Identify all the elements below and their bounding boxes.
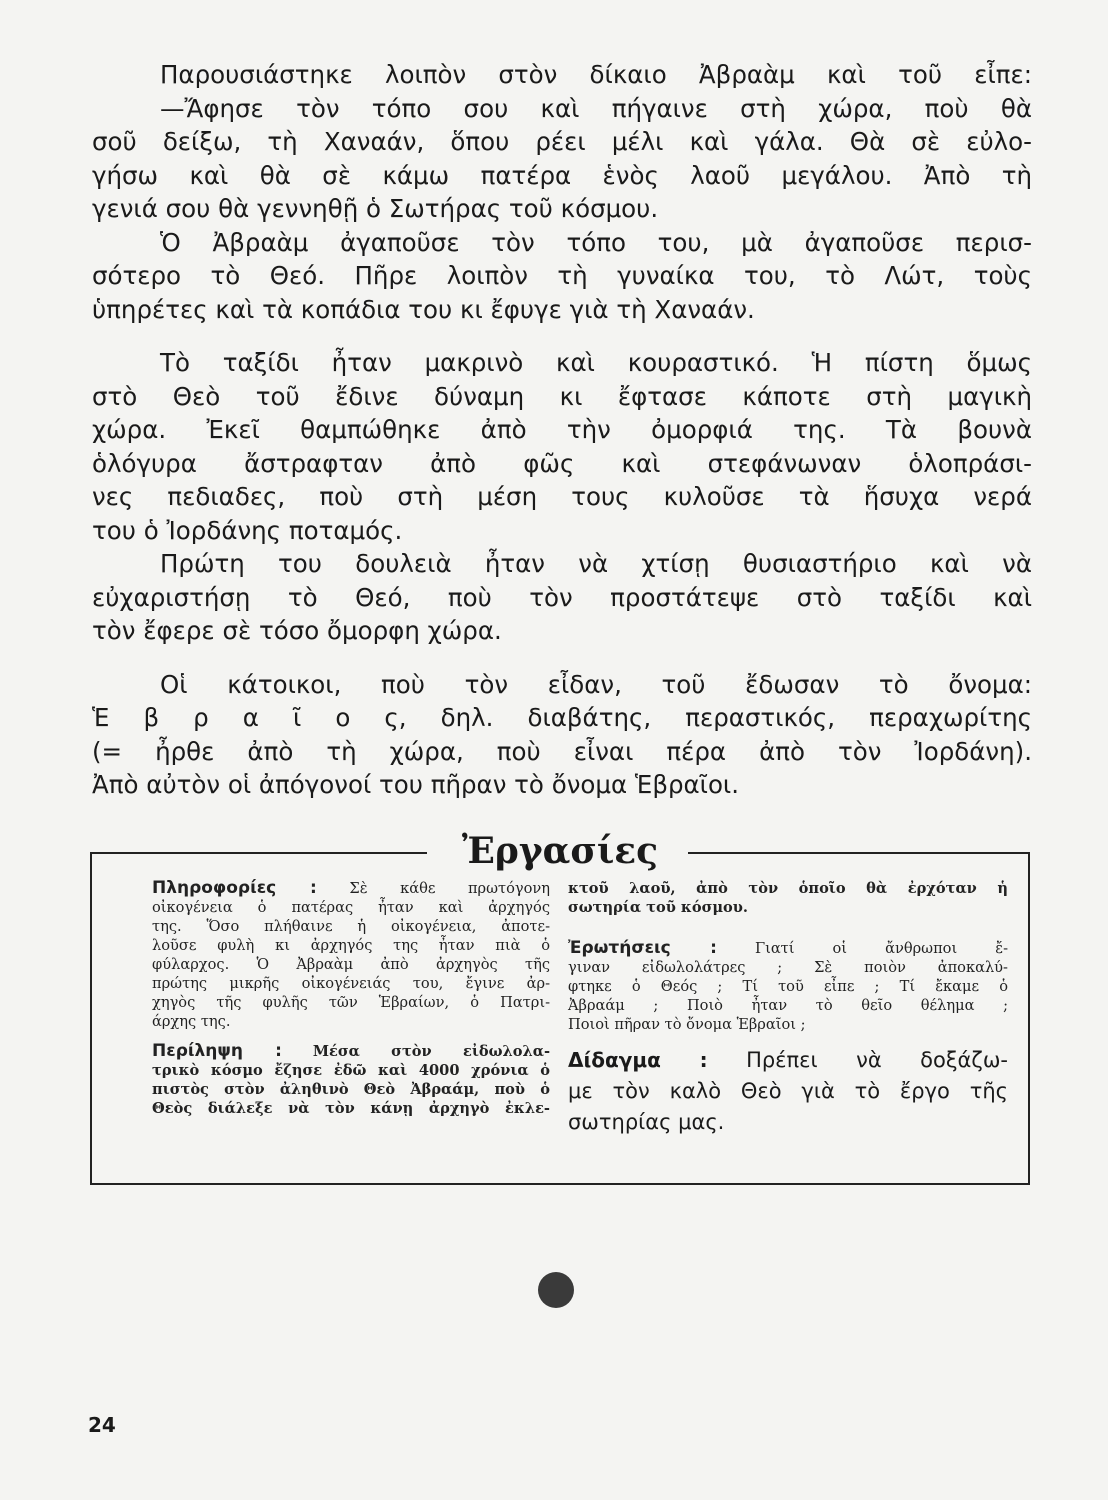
text-line: εὐχαριστήσῃ τὸ Θεό, ποὺ τὸν προστάτεψε στὸ ταξίδι καὶ — [92, 582, 1032, 612]
summary-line: σωτηρία τοῦ κόσμου. — [568, 899, 748, 916]
questions-block — [568, 939, 1008, 1034]
exercises-box — [90, 853, 1030, 1185]
summary-line: κτοῦ λαοῦ, ἀπὸ τὸν ὁποῖο θὰ ἐρχόταν ἡ — [568, 880, 1008, 897]
questions-label: Ἐρωτήσεις : — [568, 938, 717, 958]
exercises-right-column — [568, 879, 1008, 1138]
text-line: σοῦ δείξω, τὴ Χαναάν, ὅπου ρέει μέλι καὶ γάλα. Θὰ σὲ εὐλο- — [92, 127, 1032, 156]
text-line: γήσω καὶ θὰ σὲ κάμω πατέρα ἑνὸς λαοῦ μεγάλου. Ἀπὸ τὴ — [92, 160, 1032, 190]
text-line: χώρα. Ἐκεῖ θαμπώθηκε ἀπὸ τὴν ὀμορφιά της. Τὰ βουνὰ — [92, 415, 1032, 444]
summary-continued — [568, 879, 1008, 917]
info-line: της. Ὅσο πλήθαινε ἡ οἰκογένεια, ἀποτε- — [152, 918, 550, 935]
exercises-left-column — [152, 879, 550, 1118]
paragraph-2 — [92, 226, 1032, 327]
questions-first: Γιατί οἱ ἄνθρωποι ἔ- — [754, 940, 1009, 957]
text-line: στὸ Θεὸ τοῦ ἔδινε δύναμη κι ἔφτασε κάποτε στὴ μαγικὴ — [92, 381, 1032, 411]
paragraph-3 — [92, 346, 1032, 547]
text-line: Ἑ β ρ α ῖ ο ς, δηλ. διαβάτης, περαστικός, περαχωρίτης — [92, 703, 1032, 732]
info-line: φύλαρχος. Ὁ Ἀβραὰμ ἀπὸ ἀρχηγὸς τῆς — [152, 956, 550, 973]
paragraph-5 — [92, 668, 1032, 802]
info-line: χηγὸς τῆς φυλῆς τῶν Ἑβραίων, ὁ Πατρι- — [152, 994, 550, 1011]
info-block — [152, 879, 550, 1031]
summary-block — [152, 1042, 550, 1118]
paragraph-4 — [92, 547, 1032, 648]
binding-hole — [538, 1272, 574, 1308]
summary-line: πιστὸς στὸν ἀληθινὸ Θεὸ Ἀβραάμ, ποὺ ὁ — [152, 1081, 550, 1098]
text-line: νες πεδιαδες, ποὺ στὴ μέση τους κυλοῦσε τὰ ἥσυχα νερά — [92, 482, 1032, 511]
info-line: άρχης της. — [152, 1013, 231, 1030]
exercises-title: Ἐργασίες — [461, 830, 659, 872]
text-line: (= ἦρθε ἀπὸ τὴ χώρα, ποὺ εἶναι πέρα ἀπὸ τὸν Ἰορδάνη). — [92, 736, 1032, 766]
summary-line: Θεὸς διάλεξε νὰ τὸν κάνῃ ἀρχηγὸ ἐκλε- — [152, 1100, 550, 1117]
summary-first: Μέσα στὸν εἰδωλολα- — [312, 1043, 551, 1060]
text-line: Οἱ κάτοικοι, ποὺ τὸν εἶδαν, τοῦ ἔδωσαν τὸ ὄνομα: — [160, 669, 1032, 699]
lesson-label: Δίδαγμα : — [568, 1048, 708, 1072]
text-line: ὁλόγυρα ἄστραφταν ἀπὸ φῶς καὶ στεφάνωναν ὁλοπράσι- — [92, 448, 1032, 478]
text-line: Ἀπὸ αὐτὸν οἱ ἀπόγονοί του πῆραν τὸ ὄνομα Ἑβραῖοι. — [92, 770, 740, 799]
story-text — [92, 58, 1032, 802]
lesson-first: Πρέπει νὰ δοξάζω- — [746, 1048, 1008, 1072]
text-line: Ὁ Ἀβραὰμ ἀγαποῦσε τὸν τόπο του, μὰ ἀγαποῦσε περισ- — [160, 227, 1032, 257]
questions-line: γιναν εἰδωλολάτρες ; Σὲ ποιὸν ἀποκαλύ- — [568, 959, 1008, 976]
questions-line: φτηκε ὁ Θεός ; Τί τοῦ εἶπε ; Τί ἔκαμε ὁ — [568, 978, 1008, 995]
text-line: Παρουσιάστηκε λοιπὸν στὸν δίκαιο Ἀβραὰμ καὶ τοῦ εἶπε: — [160, 60, 1032, 89]
info-line: πρώτης μικρῆς οἰκογένειάς του, ἔγινε ἀρ- — [152, 975, 550, 992]
text-line: ὑπηρέτες καὶ τὰ κοπάδια του κι ἔφυγε γιὰ τὴ Χαναάν. — [92, 294, 755, 324]
summary-line: τρικὸ κόσμο ἔζησε ἐδῶ καὶ 4000 χρόνια ὁ — [152, 1062, 550, 1079]
questions-line: Ἀβραάμ ; Ποιὸ ἦταν τὸ θεῖο θέλημα ; — [568, 997, 1008, 1014]
summary-label: Περίληψη : — [152, 1041, 282, 1061]
info-line: λοῦσε φυλὴ κι ἀρχηγός της ἦταν πιὰ ὁ — [152, 937, 550, 954]
info-first: Σὲ κάθε πρωτόγονη — [349, 880, 550, 897]
page-number: 24 — [88, 1413, 116, 1437]
info-label: Πληροφορίες : — [152, 878, 317, 898]
questions-line: Ποιοὶ πῆραν τὸ ὄνομα Ἑβραῖοι ; — [568, 1016, 806, 1033]
lesson-line: σωτηρίας μας. — [568, 1110, 725, 1134]
text-line: —Ἄφησε τὸν τόπο σου καὶ πήγαινε στὴ χώρα, ποὺ θὰ — [160, 93, 1032, 123]
text-line: Πρώτη του δουλειὰ ἦταν νὰ χτίσῃ θυσιαστήριο καὶ νὰ — [160, 549, 1032, 578]
paragraph-1 — [92, 58, 1032, 226]
lesson-line: με τὸν καλὸ Θεὸ γιὰ τὸ ἔργο τῆς — [568, 1079, 1008, 1103]
text-line: γενιά σου θὰ γεννηθῇ ὁ Σωτήρας τοῦ κόσμου. — [92, 194, 659, 223]
text-line: του ὁ Ἰορδάνης ποταμός. — [92, 515, 403, 545]
info-line: οἰκογένεια ὁ πατέρας ἦταν καὶ ἀρχηγός — [152, 899, 550, 916]
lesson-block — [568, 1045, 1008, 1138]
text-line: σότερο τὸ Θεό. Πῆρε λοιπὸν τὴ γυναίκα του, τὸ Λώτ, τοὺς — [92, 261, 1032, 290]
text-line: Τὸ ταξίδι ἦταν μακρινὸ καὶ κουραστικό. Ἡ πίστη ὅμως — [160, 348, 1032, 377]
text-line: τὸν ἔφερε σὲ τόσο ὄμορφη χώρα. — [92, 616, 502, 645]
